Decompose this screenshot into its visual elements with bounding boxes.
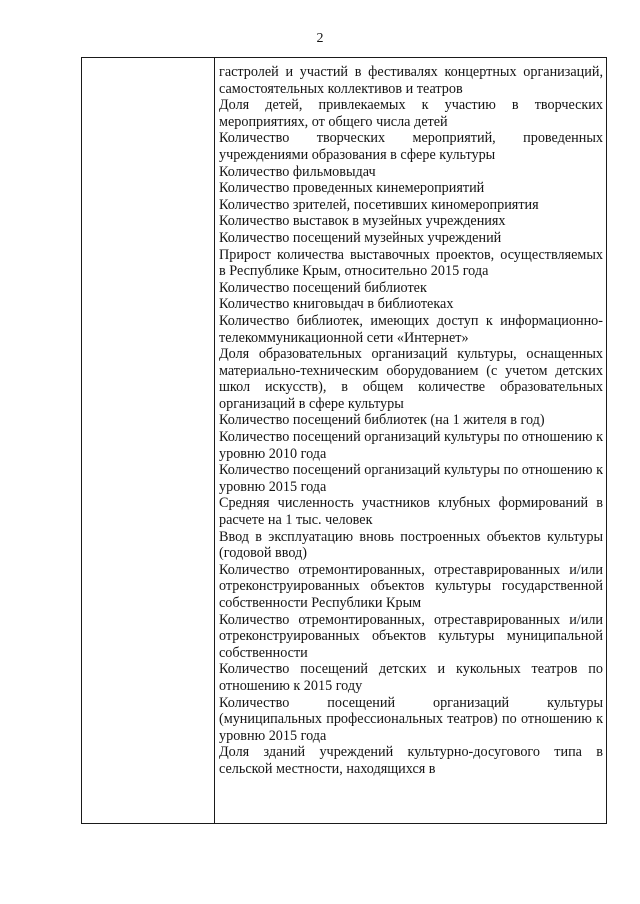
indicator-entry: Количество отремонтированных, отреставрированных и/или отреконструированных объектов культуры государственной собственности Республики Крым <box>219 561 603 611</box>
indicator-entry: Количество посещений организаций культуры по отношению к уровню 2010 года <box>219 429 603 462</box>
indicator-entry: Количество посещений организаций культуры (муниципальных профессиональных театров) по отношению к уровню 2015 года <box>219 694 603 744</box>
indicator-entry: Количество проведенных кинемероприятий <box>219 180 485 197</box>
indicator-entry: Количество выставок в музейных учреждениях <box>219 213 506 230</box>
indicator-entry: Доля образовательных организаций культуры, оснащенных материально-техническим оборудованием (с учетом детских школ искусств), в общем количестве образовательных организаций в сфере культуры <box>219 346 603 412</box>
indicator-entry: Количество посещений организаций культуры по отношению к уровню 2015 года <box>219 462 603 495</box>
indicator-entry: Средняя численность участников клубных формирований в расчете на 1 тыс. человек <box>219 495 603 529</box>
indicator-entry: Доля детей, привлекаемых к участию в творческих мероприятиях, от общего числа детей <box>219 97 603 130</box>
indicator-entry: Количество библиотек, имеющих доступ к информационно-телекоммуникационной сети «Интернет» <box>219 312 603 346</box>
indicator-entry: Прирост количества выставочных проектов, осуществляемых в Республике Крым, относительно 2015 года <box>219 246 603 280</box>
indicator-entry: гастролей и участий в фестивалях концертных организаций, самостоятельных коллективов и театров <box>219 64 603 97</box>
indicator-entry: Количество книговыдач в библиотеках <box>219 296 454 313</box>
indicator-entry: Доля зданий учреждений культурно-досугового типа в сельской местности, находящихся в <box>219 744 603 777</box>
indicator-entry: Количество посещений музейных учреждений <box>219 229 502 246</box>
indicator-entry: Количество посещений детских и кукольных театров по отношению к 2015 году <box>219 661 603 694</box>
table-left-column <box>82 58 215 824</box>
table-row <box>82 58 607 824</box>
indicator-entry: Количество посещений библиотек <box>219 279 427 296</box>
page-number: 2 <box>316 31 324 46</box>
indicator-entry: Количество творческих мероприятий, проведенных учреждениями образования в сфере культуры <box>219 130 603 163</box>
table-right-column <box>215 58 607 824</box>
indicators-table <box>81 57 607 824</box>
indicator-entry: Количество фильмовыдач <box>219 163 376 180</box>
indicator-entry: Количество зрителей, посетивших киномероприятия <box>219 196 539 213</box>
indicator-entry: Количество отремонтированных, отреставрированных и/или отреконструированных объектов культуры муниципальной собственности <box>219 611 603 661</box>
indicator-entry: Количество посещений библиотек (на 1 жителя в год) <box>219 412 545 429</box>
indicator-entry: Ввод в эксплуатацию вновь построенных объектов культуры (годовой ввод) <box>219 528 603 562</box>
